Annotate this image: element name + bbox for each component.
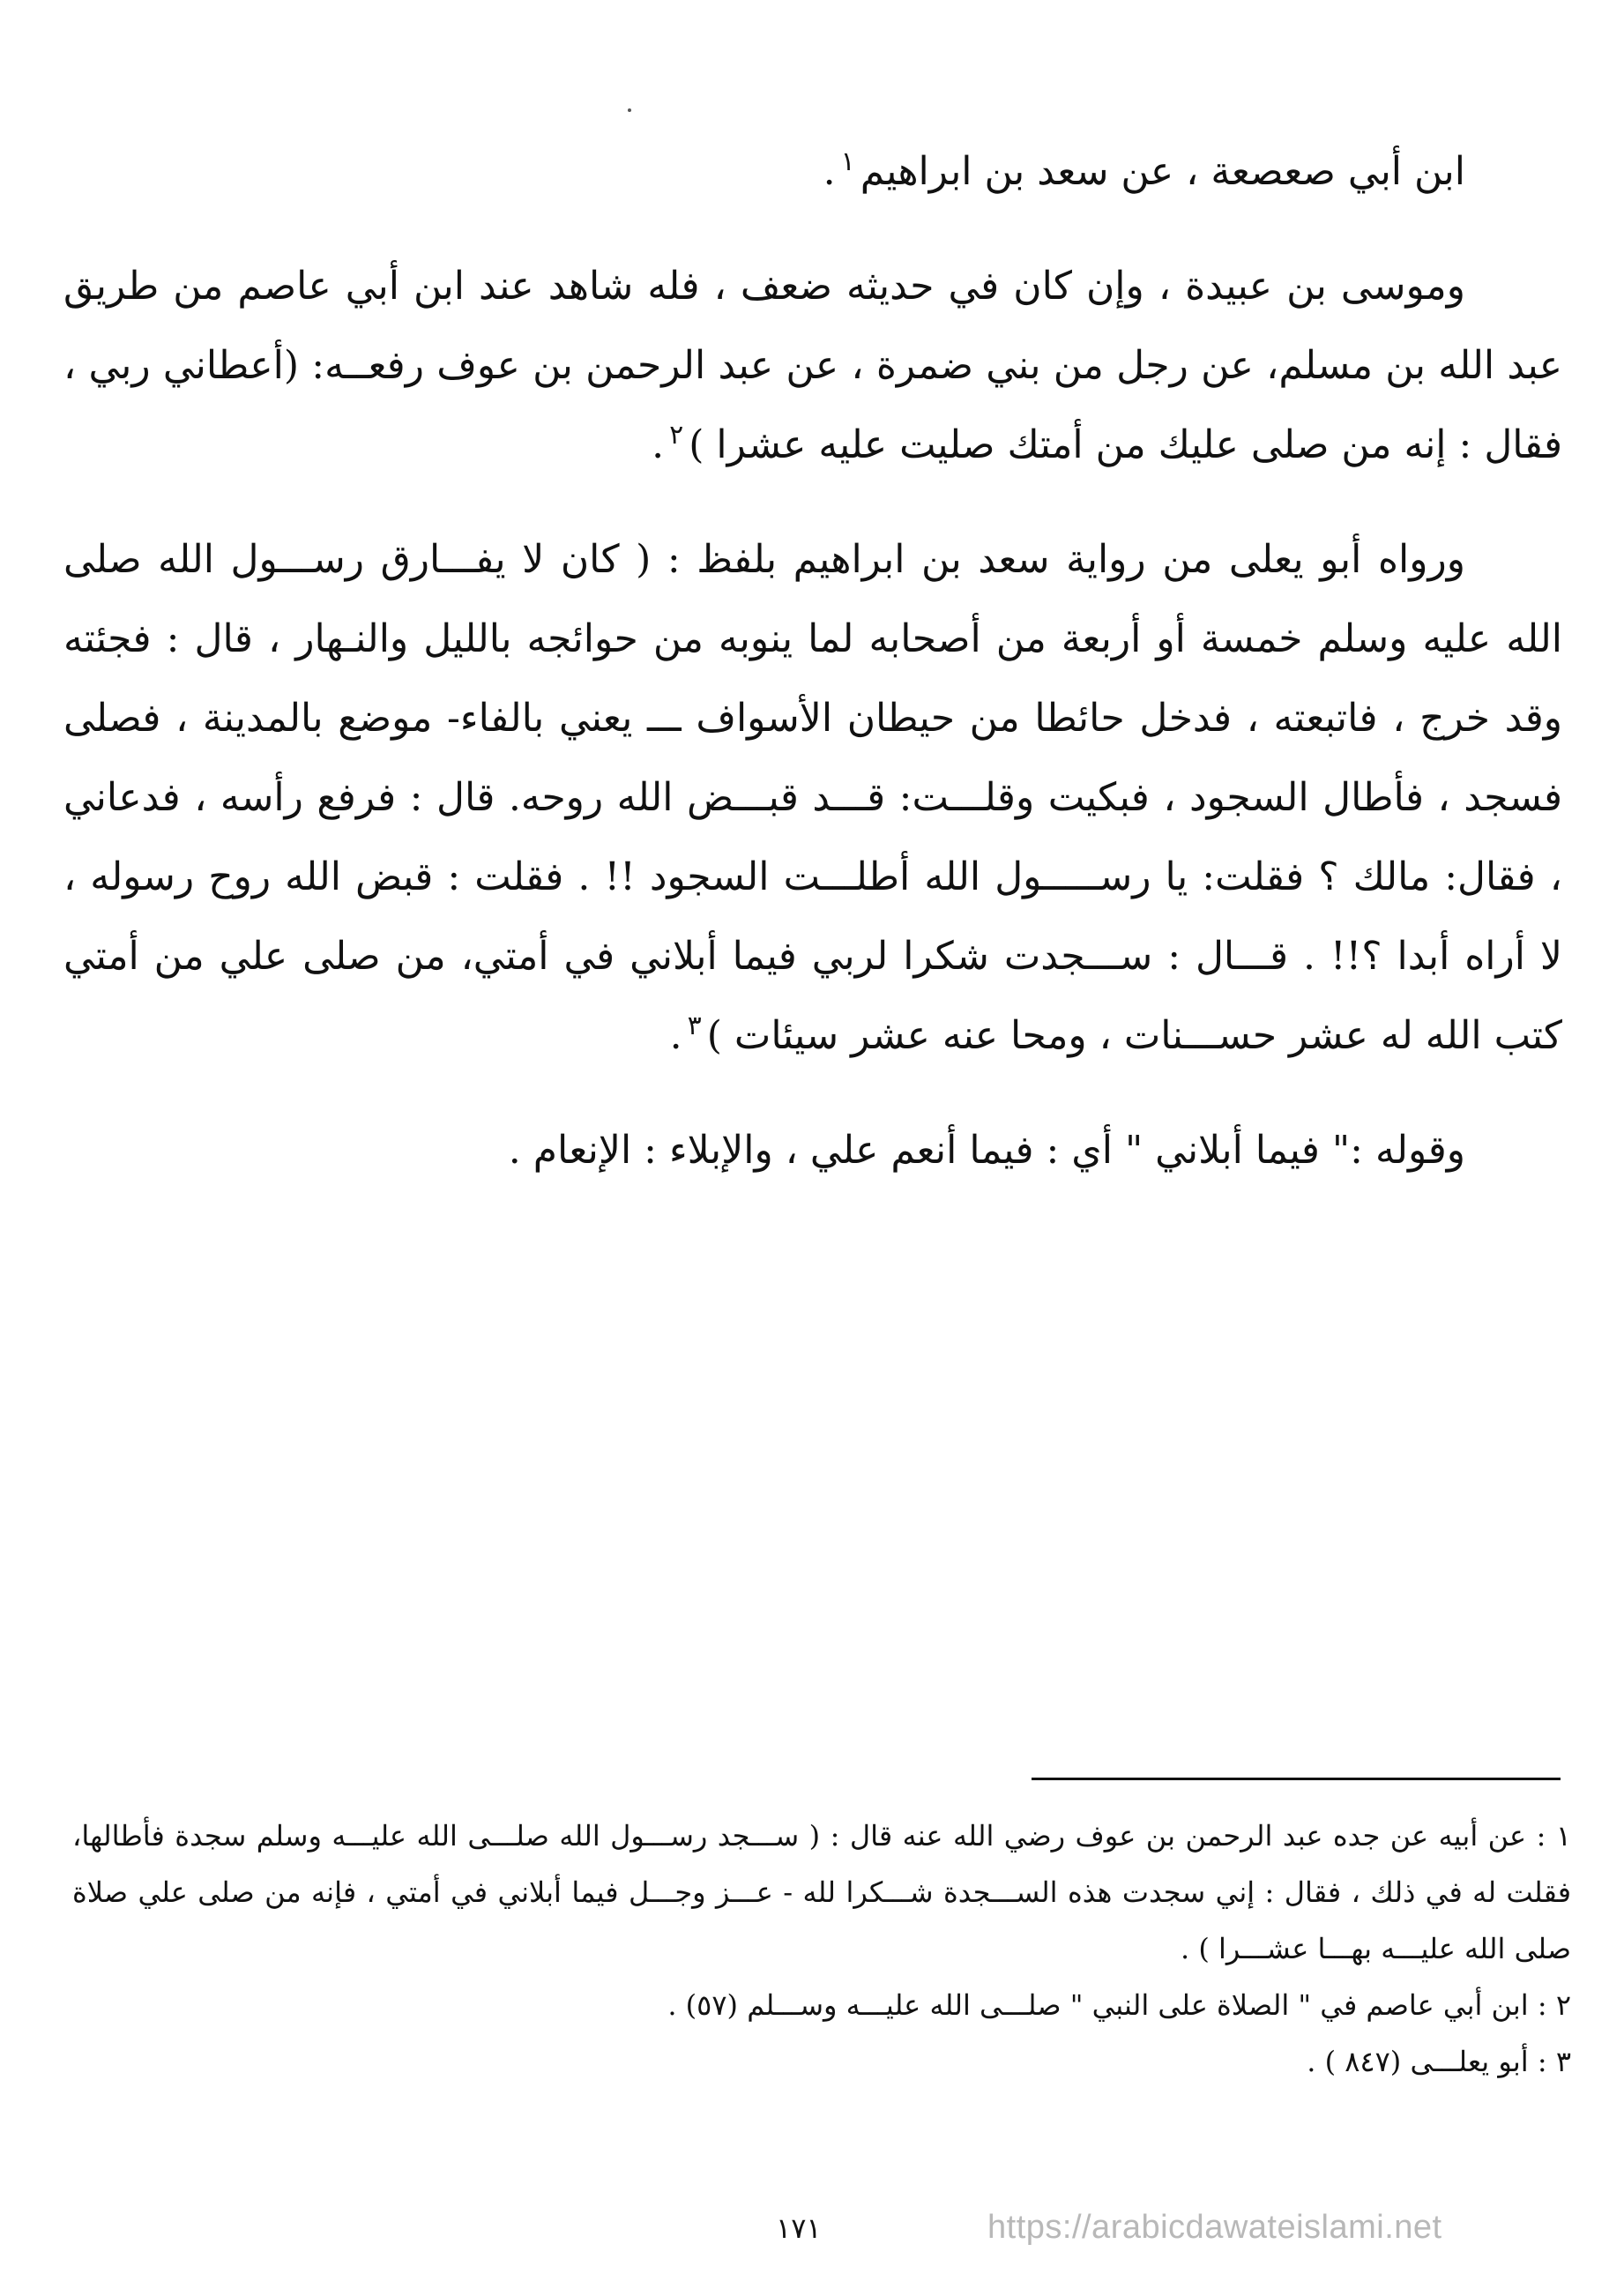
footnote-2: ٢ : ابن أبي عاصم في " الصلاة على النبي " صلـــى الله عليـــه وســـلم (٥٧) . bbox=[667, 1988, 1571, 2022]
footnote-ref-2: ٢ bbox=[669, 420, 684, 451]
paragraph-4 bbox=[63, 1111, 1562, 1190]
footnote-1: ١ : عن أبيه عن جده عبد الرحمن بن عوف رضي الله عنه قال : ( ســـجد رســـول الله صلـــى الله عليـــه وسلم سجدة فأطالها، فقلت له في ذلك ، فقال : إني سجدت هذه الســـجدة شـــكرا لله - عـــز وجـــل فيما أبلاني في أمتي ، فإنه من صلى علي صلاة صلى الله عليـــه بهـــا عشـــرا ) . bbox=[72, 1819, 1572, 1965]
main-text bbox=[63, 132, 1562, 1190]
paragraph-2 bbox=[63, 247, 1562, 485]
paragraph-3 bbox=[63, 520, 1562, 1076]
footnote-separator bbox=[1032, 1778, 1561, 1780]
footnote-ref-1: ١ bbox=[840, 146, 855, 178]
footnote-ref-3: ٣ bbox=[687, 1010, 702, 1042]
paragraph-4-text: وقوله :" فيما أبلاني " أي : فيما أنعم علي ، والإبلاء : الإنعام . bbox=[508, 1128, 1465, 1173]
paragraph-1-text: ابن أبي صعصعة ، عن سعد بن ابراهيم bbox=[860, 149, 1465, 194]
footnotes bbox=[72, 1808, 1571, 2090]
paragraph-1 bbox=[63, 132, 1562, 212]
watermark-url: https://arabicdawateislami.net bbox=[987, 2209, 1442, 2246]
paragraph-3-tail: . bbox=[669, 1013, 682, 1058]
paragraph-2-text: وموسى بن عبيدة ، وإن كان في حديثه ضعف ، فله شاهد عند ابن أبي عاصم من طريق عبد الله بن مسلم، عن رجل من بني ضمرة ، عن عبد الرحمن بن عوف رفعــه: (أعطاني ربي ، فقال : إنه من صلى عليك من أمتك صليت عليه عشرا ) bbox=[63, 264, 1562, 467]
page-number: ١٧١ bbox=[776, 2211, 822, 2245]
paragraph-2-tail: . bbox=[652, 422, 665, 467]
footnote-3: ٣ : أبو يعلـــى (٨٤٧ ) . bbox=[1307, 2045, 1571, 2078]
paragraph-3-text: ورواه أبو يعلى من رواية سعد بن ابراهيم بلفظ : ( كان لا يفـــارق رســـول الله صلى الله عليه وسلم خمسة أو أربعة من أصحابه لما ينوبه من حوائجه بالليل والنـهار ، قال : فجئته وقد خرج ، فاتبعته ، فدخل حائطا من حيطان الأسواف ـــ يعني بالفاء- موضع بالمدينة ، فصلى فسجد ، فأطال السجود ، فبكيت وقلـــت: قـــد قبـــض الله روحه. قال : فرفع رأسه ، فدعاني ، فقال: مالك ؟ فقلت: يا رســـــول الله أطلـــت السجود !! . فقلت : قبض الله روح رسوله ، لا أراه أبدا ؟!! . قـــال : ســـجدت شكرا لربي فيما أبلاني في أمتي، من صلى علي من أمتي كتب الله له عشر حســـنات ، ومحا عنه عشر سيئات ) bbox=[63, 537, 1562, 1058]
paragraph-1-tail: . bbox=[823, 149, 836, 194]
scan-speck bbox=[628, 108, 631, 112]
